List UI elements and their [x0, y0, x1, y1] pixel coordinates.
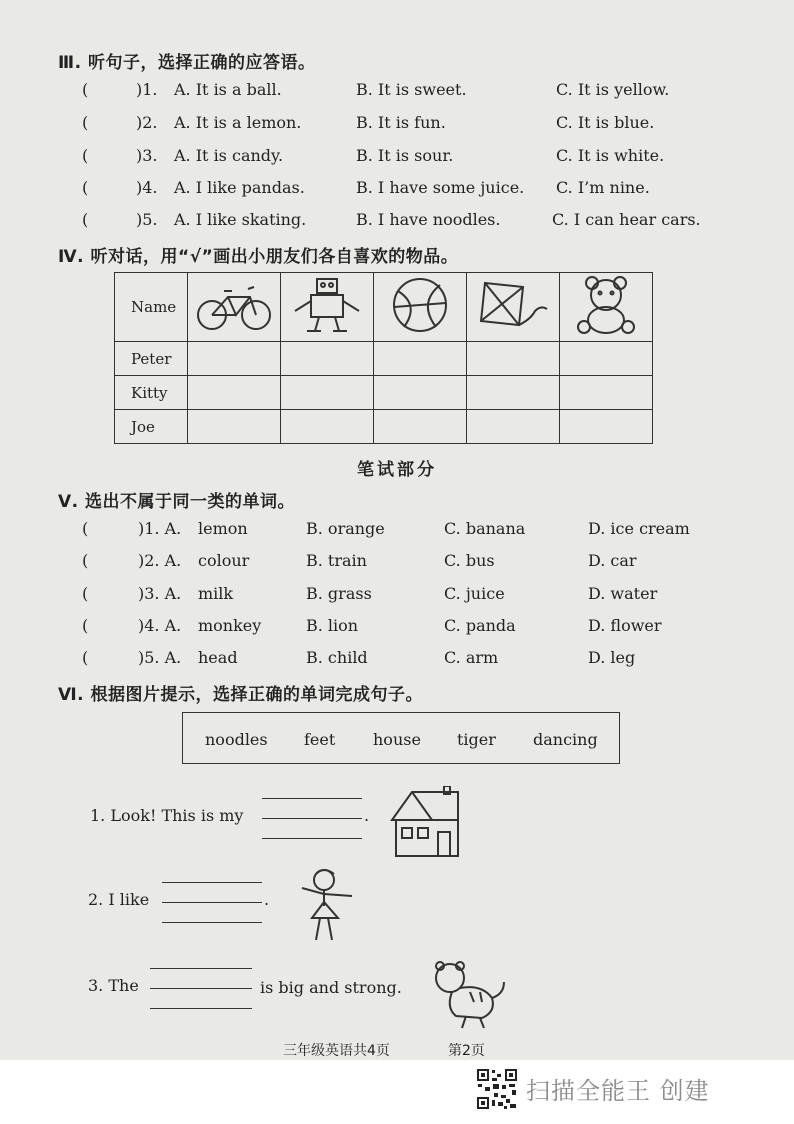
table-row: [115, 376, 653, 410]
dancing-girl-icon: [294, 866, 360, 944]
check-cell[interactable]: [560, 410, 653, 444]
word-option: house: [373, 730, 421, 749]
word-option: dancing: [533, 730, 598, 749]
option-b: B. It is sweet.: [356, 80, 467, 99]
section-6-title: Ⅵ. 根据图片提示，选择正确的单词完成句子。: [58, 685, 424, 705]
check-cell[interactable]: [374, 376, 467, 410]
option-d: D. leg: [588, 648, 636, 667]
answer-line: [262, 838, 362, 839]
table-row: [115, 410, 653, 444]
check-cell[interactable]: [467, 342, 560, 376]
footer-page-number: 第2页: [448, 1043, 485, 1059]
child-name: Peter: [115, 342, 188, 376]
answer-paren[interactable]: (: [82, 584, 89, 603]
sentence-3-rest: is big and strong.: [260, 978, 402, 997]
answer-paren[interactable]: (: [82, 519, 89, 538]
option-d: D. water: [588, 584, 658, 603]
option-c: C. I can hear cars.: [552, 210, 701, 229]
question-number: )4. A.: [138, 616, 182, 635]
option-b: B. It is fun.: [356, 113, 446, 132]
option-c: C. I’m nine.: [556, 178, 650, 197]
tiger-icon: [426, 958, 508, 1030]
question-number: )3.: [136, 146, 158, 165]
option-a: monkey: [198, 616, 262, 635]
answer-line[interactable]: [162, 902, 262, 903]
ball-icon: [374, 273, 467, 342]
answer-line[interactable]: [262, 818, 362, 819]
option-b: B. train: [306, 551, 367, 570]
option-b: B. It is sour.: [356, 146, 454, 165]
section-3-title: Ⅲ. 听句子，选择正确的应答语。: [58, 53, 316, 73]
option-a: A. It is a ball.: [174, 80, 282, 99]
option-a: A. I like pandas.: [174, 178, 305, 197]
check-cell[interactable]: [560, 376, 653, 410]
option-c: C. It is blue.: [556, 113, 655, 132]
word-option: tiger: [457, 730, 496, 749]
check-cell[interactable]: [467, 410, 560, 444]
check-cell[interactable]: [560, 342, 653, 376]
question-number: )3. A.: [138, 584, 182, 603]
question-number: )1.: [136, 80, 158, 99]
check-cell[interactable]: [188, 376, 281, 410]
section-4-title: Ⅳ. 听对话，用“√”画出小朋友们各自喜欢的物品。: [58, 247, 459, 267]
answer-paren[interactable]: (: [82, 146, 89, 165]
child-name: Kitty: [115, 376, 188, 410]
written-part-title: 笔试部分: [357, 460, 437, 480]
option-b: B. I have some juice.: [356, 178, 525, 197]
preference-table: [114, 272, 653, 444]
check-cell[interactable]: [281, 376, 374, 410]
option-a: head: [198, 648, 238, 667]
word-option: noodles: [205, 730, 268, 749]
option-c: C. It is yellow.: [556, 80, 670, 99]
table-row: [115, 342, 653, 376]
answer-line: [162, 922, 262, 923]
check-cell[interactable]: [374, 342, 467, 376]
option-a: colour: [198, 551, 250, 570]
question-number: )2.: [136, 113, 158, 132]
option-d: D. flower: [588, 616, 662, 635]
sentence-1-period: .: [364, 806, 370, 825]
check-cell[interactable]: [374, 410, 467, 444]
check-cell[interactable]: [467, 376, 560, 410]
answer-paren[interactable]: (: [82, 616, 89, 635]
check-cell[interactable]: [188, 342, 281, 376]
answer-line: [150, 968, 252, 969]
option-c: C. juice: [444, 584, 505, 603]
option-c: C. It is white.: [556, 146, 665, 165]
child-name: Joe: [115, 410, 188, 444]
sentence-1-text: 1. Look! This is my: [90, 806, 244, 825]
check-cell[interactable]: [281, 342, 374, 376]
option-b: B. grass: [306, 584, 372, 603]
option-b: B. orange: [306, 519, 385, 538]
option-b: B. child: [306, 648, 368, 667]
answer-paren[interactable]: (: [82, 80, 89, 99]
question-number: )4.: [136, 178, 158, 197]
sentence-2-text: 2. I like: [88, 890, 150, 909]
qr-code-icon: [476, 1068, 518, 1110]
section-5-title: Ⅴ. 选出不属于同一类的单词。: [58, 492, 296, 512]
teddy-bear-icon: [560, 273, 653, 342]
answer-paren[interactable]: (: [82, 648, 89, 667]
answer-line[interactable]: [150, 988, 252, 989]
option-b: B. I have noodles.: [356, 210, 501, 229]
check-cell[interactable]: [281, 410, 374, 444]
option-c: C. bus: [444, 551, 495, 570]
scanner-watermark-strip: [0, 1060, 794, 1124]
answer-paren[interactable]: (: [82, 113, 89, 132]
word-option: feet: [304, 730, 336, 749]
option-c: C. banana: [444, 519, 526, 538]
answer-paren[interactable]: (: [82, 551, 89, 570]
bicycle-icon: [188, 273, 281, 342]
sentence-2-period: .: [264, 890, 270, 909]
option-b: B. lion: [306, 616, 359, 635]
answer-line: [162, 882, 262, 883]
check-cell[interactable]: [188, 410, 281, 444]
name-header: Name: [115, 273, 188, 342]
word-bank: [182, 712, 620, 764]
scanner-watermark-text: 扫描全能王 创建: [526, 1077, 710, 1105]
option-a: lemon: [198, 519, 248, 538]
option-a: A. I like skating.: [174, 210, 307, 229]
option-d: D. ice cream: [588, 519, 690, 538]
option-c: C. arm: [444, 648, 499, 667]
question-number: )5. A.: [138, 648, 182, 667]
kite-icon: [467, 273, 560, 342]
house-icon: [388, 786, 462, 858]
sentence-3-text: 3. The: [88, 976, 139, 995]
question-number: )1. A.: [138, 519, 182, 538]
answer-paren[interactable]: (: [82, 210, 89, 229]
answer-line: [262, 798, 362, 799]
option-a: milk: [198, 584, 234, 603]
question-number: )2. A.: [138, 551, 182, 570]
footer-page-count: 三年级英语共4页: [283, 1043, 390, 1059]
option-d: D. car: [588, 551, 637, 570]
option-a: A. It is a lemon.: [174, 113, 302, 132]
option-c: C. panda: [444, 616, 516, 635]
robot-icon: [281, 273, 374, 342]
answer-line: [150, 1008, 252, 1009]
option-a: A. It is candy.: [174, 146, 284, 165]
question-number: )5.: [136, 210, 158, 229]
answer-paren[interactable]: (: [82, 178, 89, 197]
